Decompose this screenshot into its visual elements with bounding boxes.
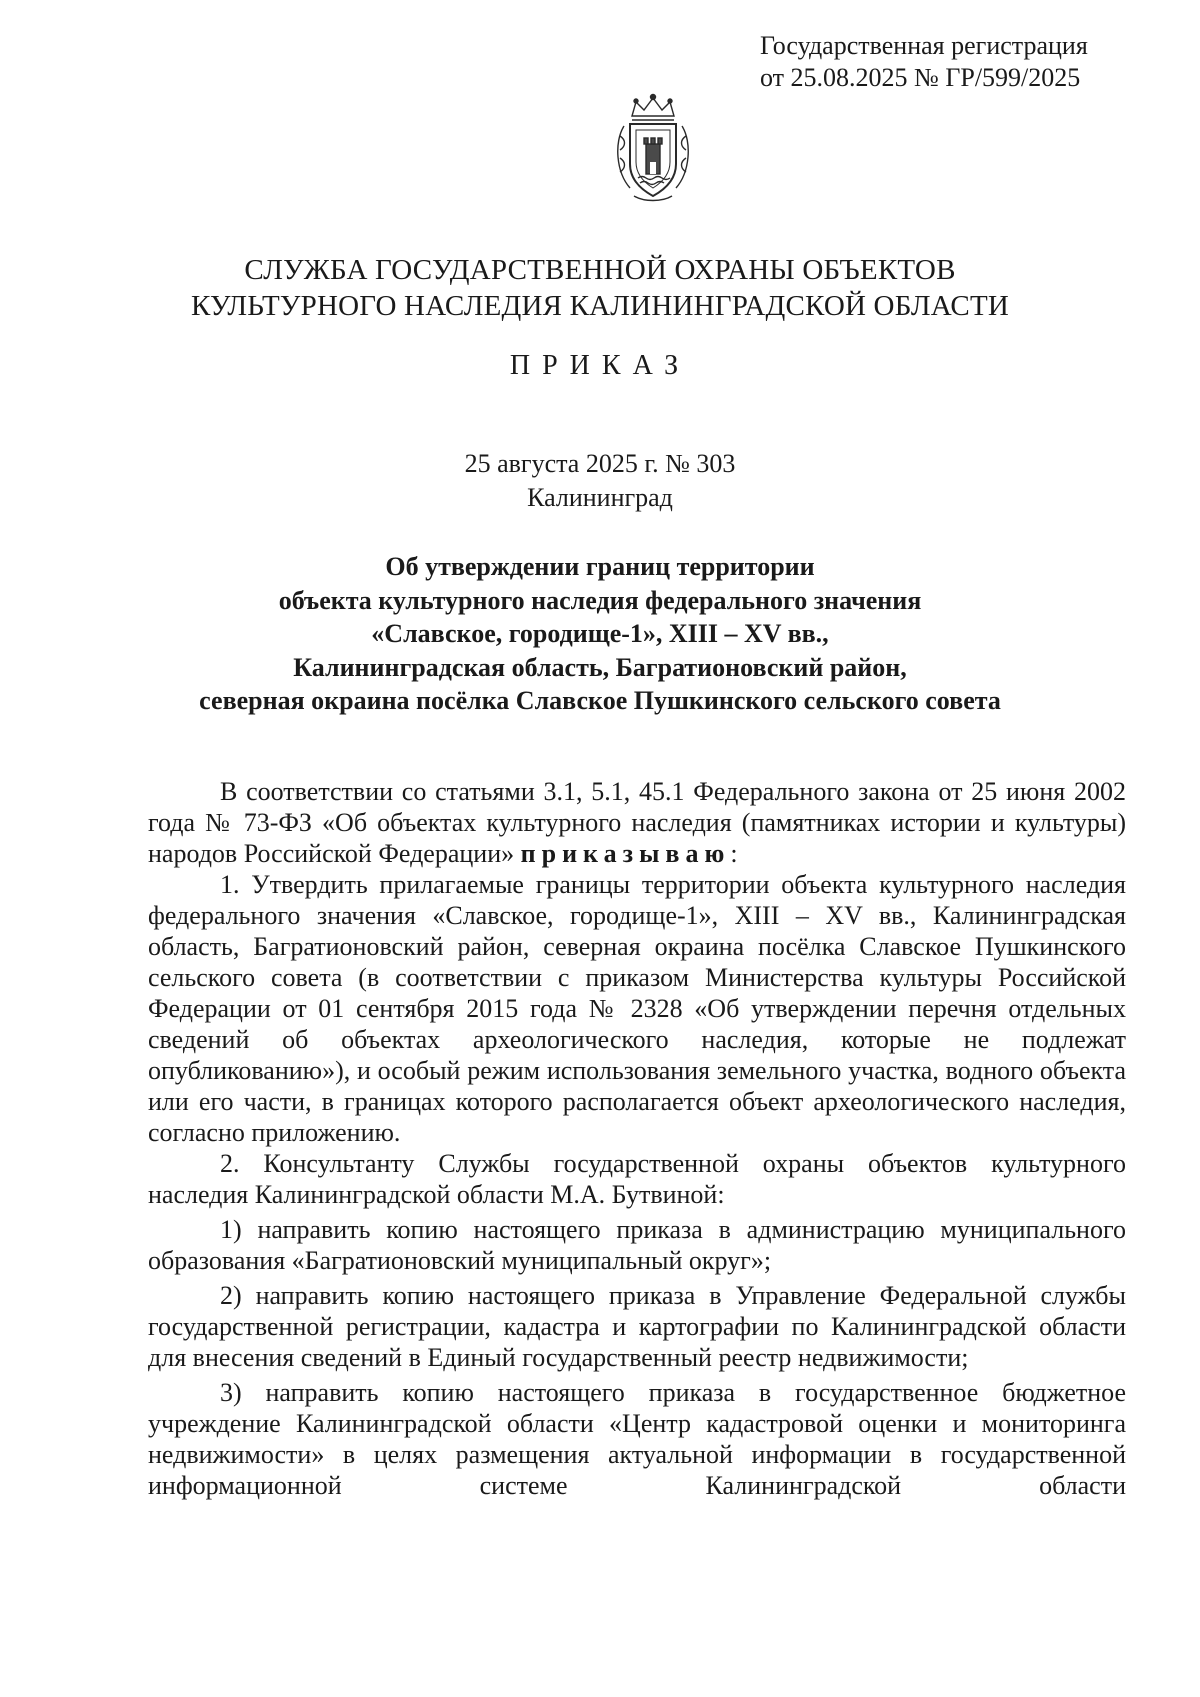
intro-emphasis: приказываю (520, 839, 731, 868)
organization-name (150, 252, 1050, 324)
order-city: Калининград (527, 483, 673, 512)
document-type: ПРИКАЗ (509, 350, 691, 381)
registration-stamp (760, 30, 1088, 94)
organization-line-2: КУЛЬТУРНОГО НАСЛЕДИЯ КАЛИНИНГРАДСКОЙ ОБЛАСТИ (191, 290, 1009, 322)
order-date-number: 25 августа 2025 г. № 303 (464, 449, 736, 478)
intro-paragraph (148, 776, 1126, 869)
title-line: Об утверждении границ территории (385, 552, 815, 581)
registration-line-1: Государственная регистрация (760, 31, 1088, 60)
organization-line-1: СЛУЖБА ГОСУДАРСТВЕННОЙ ОХРАНЫ ОБЪЕКТОВ (244, 254, 956, 286)
order-date-block (150, 447, 1050, 515)
order-title (150, 550, 1050, 718)
paragraph-item-2-2: 2) направить копию настоящего приказа в Управление Федеральной службы государственной регистрации, кадастра и картографии по Калининградской области для внесения сведений в Единый государственный реестр недвижимости; (148, 1281, 1126, 1372)
intro-colon: : (730, 839, 738, 868)
title-line: Калининградская область, Багратионовский район, (293, 652, 907, 682)
title-line: «Славское, городище-1», XIII – XV вв., (371, 619, 829, 648)
paragraph-item-2-3: 3) направить копию настоящего приказа в государственное бюджетное учреждение Калининградской области «Центр кадастровой оценки и мониторинга недвижимости» в целях размещения актуальной информации в государственной информационной системе Калининградской области (148, 1378, 1126, 1500)
document-body (148, 776, 1126, 1501)
paragraph-item-2-1: 1) направить копию настоящего приказа в администрацию муниципального образования «Багратионовский муниципальный округ»; (148, 1215, 1126, 1275)
title-line: северная окраина посёлка Славское Пушкинского сельского совета (199, 686, 1001, 715)
coat-of-arms-icon (610, 92, 696, 204)
title-line: объекта культурного наследия федерального значения (278, 585, 922, 615)
paragraph-item-1: 1. Утвердить прилагаемые границы территории объекта культурного наследия федерального значения «Славское, городище-1», XIII – XV вв., Калининградская область, Багратионовский район, северная окраина посёлка Славское Пушкинского сельского совета (в соответствии с приказом Министерства культуры Российской Федерации от 01 сентября 2015 года № 2328 «Об утверждении перечня отдельных сведений об объектах археологического наследия, которые не подлежат опубликованию»), и особый режим использования земельного участка, водного объекта или его части, в границах которого располагается объект археологического наследия, согласно приложению. (148, 870, 1126, 1147)
intro-text: В соответствии со статьями 3.1, 5.1, 45.1 Федерального закона от 25 июня 2002 года № 73-ФЗ «Об объектах культурного наследия (памятниках истории и культуры) народов Российской Федерации» (148, 777, 1126, 868)
registration-line-2: от 25.08.2025 № ГР/599/2025 (760, 63, 1081, 92)
paragraph-item-2: 2. Консультанту Службы государственной охраны объектов культурного наследия Калининградской области М.А. Бутвиной: (148, 1149, 1126, 1209)
